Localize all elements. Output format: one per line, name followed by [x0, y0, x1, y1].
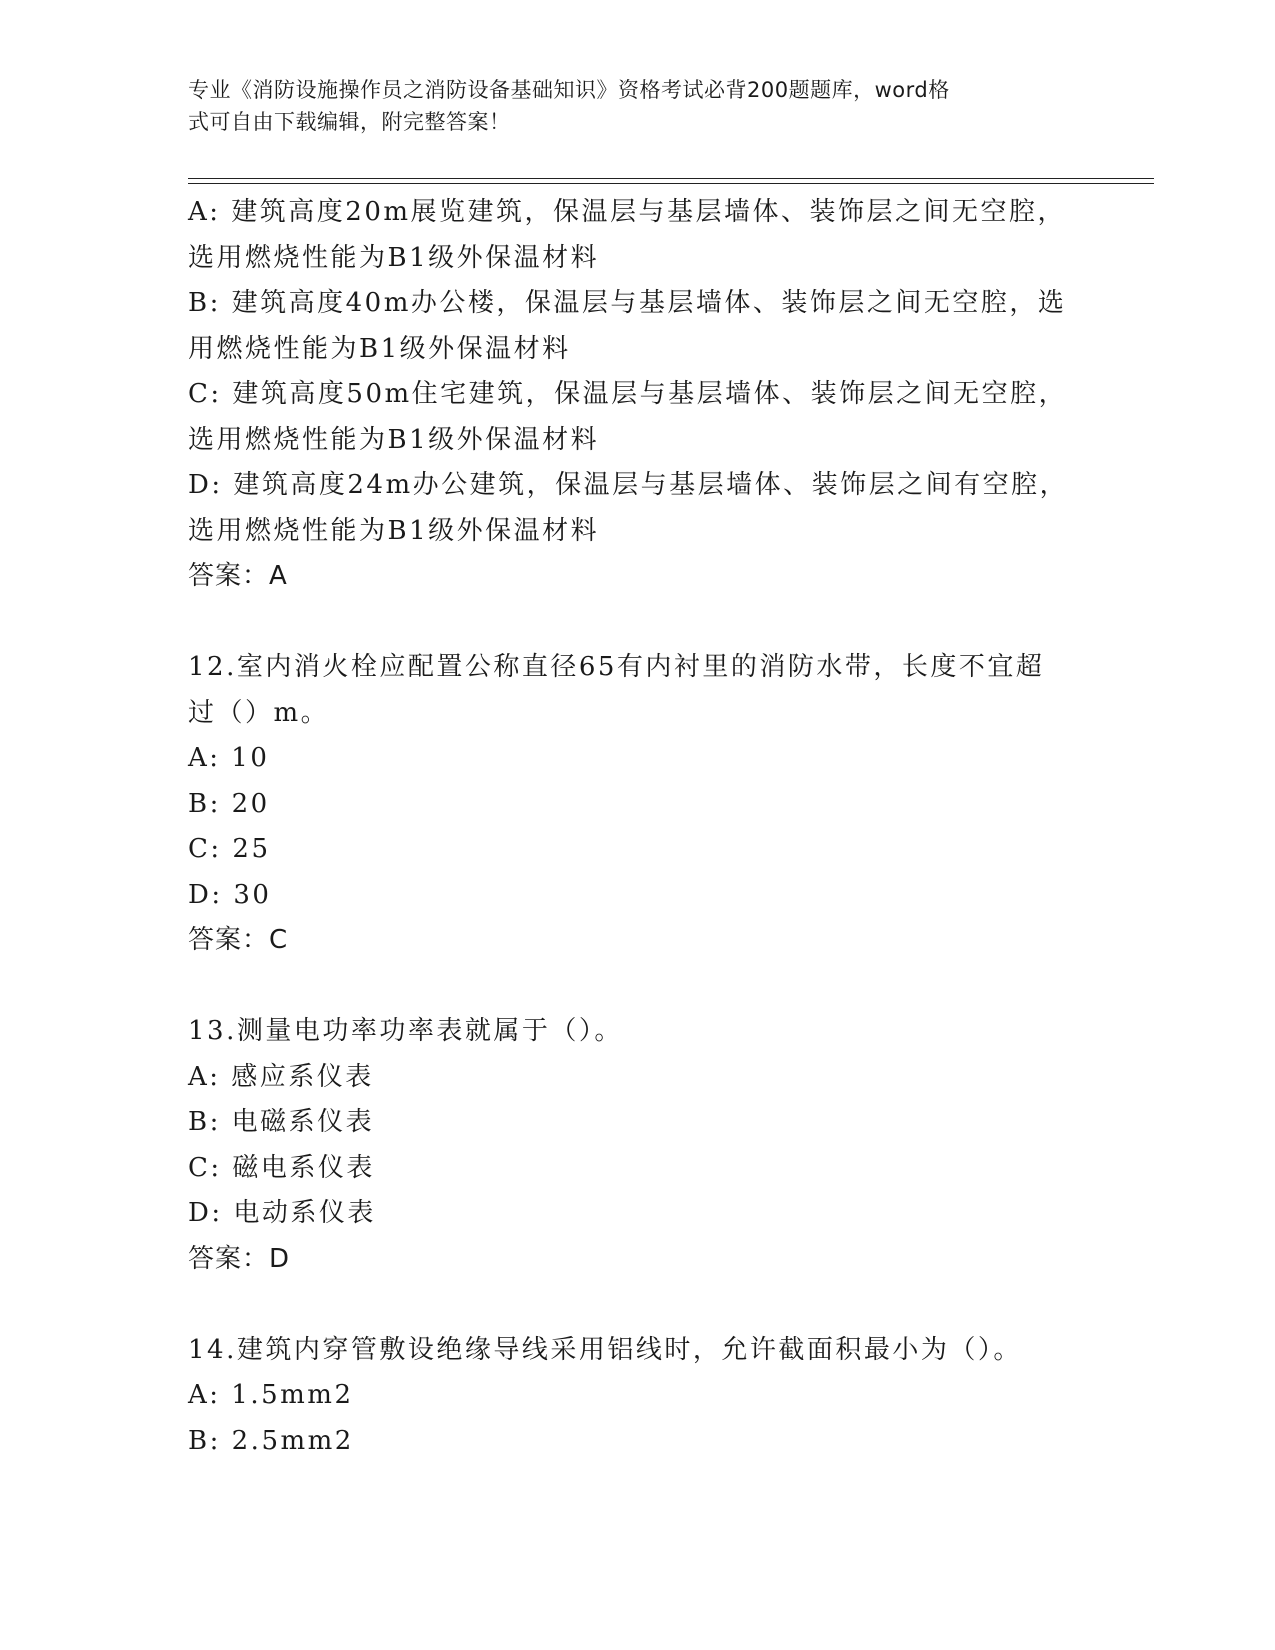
option-d: D: 电动系仪表 — [188, 1198, 376, 1228]
question-stem: 13.测量电功率功率表就属于（）。 — [188, 1016, 623, 1046]
question-11 — [188, 190, 1088, 600]
option-b: B: 电磁系仪表 — [188, 1107, 375, 1137]
option-c: C: 磁电系仪表 — [188, 1152, 375, 1183]
header-divider-top — [188, 178, 1154, 179]
option-d-line-2: 选用燃烧性能为B1级外保温材料 — [188, 515, 600, 546]
question-stem: 14.建筑内穿管敷设绝缘导线采用铝线时，允许截面积最小为（）。 — [188, 1334, 1022, 1365]
answer: 答案：D — [188, 1243, 291, 1274]
option-b: B: 2.5mm2 — [188, 1425, 354, 1456]
document-header — [188, 74, 1068, 138]
question-list — [188, 190, 1088, 1464]
option-c-line-1: C: 建筑高度50m住宅建筑，保温层与基层墙体、装饰层之间无空腔， — [188, 379, 1068, 409]
option-a: A: 感应系仪表 — [188, 1061, 374, 1092]
header-divider-bottom — [188, 183, 1154, 184]
header-line-2: 式可自由下载编辑，附完整答案！ — [188, 110, 511, 134]
option-a-line-2: 选用燃烧性能为B1级外保温材料 — [188, 242, 600, 273]
header-line-1: 专业《消防设施操作员之消防设备基础知识》资格考试必背200题题库，word格 — [188, 78, 950, 102]
option-b: B: 20 — [188, 788, 270, 819]
spacer — [188, 964, 1088, 1010]
option-c-line-2: 选用燃烧性能为B1级外保温材料 — [188, 424, 600, 455]
question-13 — [188, 1009, 1088, 1282]
question-14 — [188, 1328, 1088, 1465]
question-stem-line-2: 过（）m。 — [188, 697, 330, 728]
option-a-line-1: A: 建筑高度20m展览建筑，保温层与基层墙体、装饰层之间无空腔， — [188, 197, 1067, 227]
option-a: A: 10 — [188, 743, 270, 773]
question-12 — [188, 645, 1088, 964]
answer: 答案：A — [188, 561, 288, 591]
spacer — [188, 1282, 1088, 1328]
option-a: A: 1.5mm2 — [188, 1380, 354, 1410]
question-stem-line-1: 12.室内消火栓应配置公称直径65有内衬里的消防水带，长度不宜超 — [188, 652, 1045, 682]
answer: 答案：C — [188, 925, 289, 955]
option-d-line-1: D: 建筑高度24m办公建筑，保温层与基层墙体、装饰层之间有空腔， — [188, 470, 1069, 500]
option-c: C: 25 — [188, 834, 271, 864]
option-d: D: 30 — [188, 879, 272, 910]
option-b-line-1: B: 建筑高度40m办公楼，保温层与基层墙体、装饰层之间无空腔，选 — [188, 288, 1067, 318]
spacer — [188, 600, 1088, 646]
option-b-line-2: 用燃烧性能为B1级外保温材料 — [188, 333, 571, 364]
